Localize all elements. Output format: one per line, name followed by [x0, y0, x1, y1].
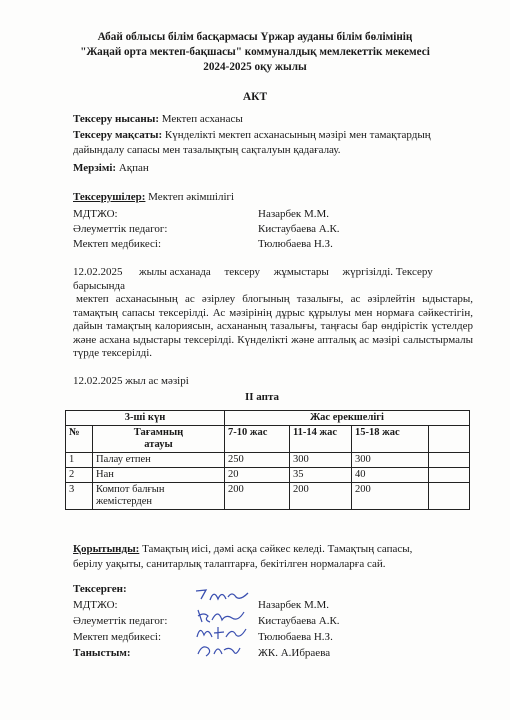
age-col-header: 15-18 жас: [352, 426, 429, 453]
header-line-1: Абай облысы білім басқармасы Үржар ауданы білім бөлімінің: [97, 31, 413, 43]
inspector-name: Тюлюбаева Н.З.: [258, 238, 333, 250]
age-group-header: Жас ерекшелігі: [225, 411, 470, 426]
row-value: 35: [290, 468, 352, 483]
object-label: Тексеру нысаны:: [73, 113, 160, 125]
body-paragraph: мектеп асханасының ас әзірлеу блогының тазалығы, ас әзірлейтін ыдыстары, тамақтың сапасы тексерілді. Ас мәзірінің дұрыс құрылуы мен нормаға сәйкестігін, дайын тамақтың калориясын, асхананың тазалығы, таңғасы бар өндірістік үстелдер және асхана ыдыстары тексерілді. Күнделікті және апталық ас мәзірі салыстырмалы түрде тексерілді.: [73, 293, 473, 360]
col-dish-header-line-2: атауы: [144, 439, 173, 450]
empty-cell: [429, 483, 470, 510]
conclusion-label: Қорытынды:: [73, 543, 140, 555]
checked-role: МДТЖО:: [73, 599, 118, 611]
row-value: 200: [225, 483, 290, 510]
inspector-role: Мектеп медбикесі:: [73, 238, 162, 250]
acquainted-name: ЖК. А.Ибраева: [258, 647, 331, 659]
row-value: 200: [352, 483, 429, 510]
inspector-role: МДТЖО:: [73, 208, 118, 220]
row-value: 20: [225, 468, 290, 483]
table-row: [66, 468, 470, 483]
row-dish: Компот балғын жемістерден: [93, 483, 225, 510]
empty-cell: [429, 426, 470, 453]
table-row: [66, 483, 470, 510]
purpose-line-2: дайындалу сапасы мен тазалықтың сақталуын қадағалау.: [73, 144, 341, 156]
checked-name: Назарбек М.М.: [258, 599, 330, 611]
checked-role: Мектеп медбикесі:: [73, 631, 162, 643]
purpose-label: Тексеру мақсаты:: [73, 129, 163, 141]
empty-cell: [429, 453, 470, 468]
row-no: 2: [66, 468, 93, 483]
checked-label: Тексерген:: [73, 583, 127, 595]
acquainted-label: Таныстым:: [73, 647, 131, 659]
col-no-header: №: [66, 426, 93, 453]
menu-table: [65, 410, 470, 510]
row-dish: Палау етпен: [93, 453, 225, 468]
inspector-role: Әлеуметтік педагог:: [73, 223, 168, 235]
week-label: II апта: [245, 391, 280, 403]
checked-name: Тюлюбаева Н.З.: [258, 631, 333, 643]
inspectors-label: Тексерушілер:: [73, 191, 146, 203]
age-col-header: 11-14 жас: [290, 426, 352, 453]
col-dish-header: [93, 426, 225, 453]
inspector-name: Назарбек М.М.: [258, 208, 330, 220]
row-value: 250: [225, 453, 290, 468]
body-line-1: 12.02.2025 жылы асханада тексеру жұмыстары жүргізілді. Тексеру: [73, 266, 433, 278]
row-dish: Нан: [93, 468, 225, 483]
row-value: 300: [290, 453, 352, 468]
inspection-object: [73, 112, 243, 126]
conclusion-line-1: Тамақтың иісі, дәмі асқа сәйкес келеді. Тамақтың сапасы,: [142, 543, 413, 555]
row-value: 200: [290, 483, 352, 510]
body-line-2: барысында: [73, 280, 126, 292]
conclusion: [73, 542, 412, 556]
object-value: Мектеп асханасы: [161, 113, 243, 125]
empty-cell: [429, 468, 470, 483]
row-value: 300: [352, 453, 429, 468]
inspector-name: Кистаубаева А.К.: [258, 223, 340, 235]
checked-name: Кистаубаева А.К.: [258, 615, 340, 627]
period-value: Ақпан: [118, 162, 149, 174]
period-label: Мерзімі:: [73, 162, 117, 174]
inspectors-value: Мектеп әкімшілігі: [148, 191, 235, 203]
header-line-2: "Жаңай орта мектеп-бақшасы" коммуналдық мемлекеттік мекемесі: [80, 46, 430, 58]
header-line-3: 2024-2025 оқу жылы: [203, 61, 307, 73]
col-dish-header-line-1: Тағамның: [133, 427, 184, 438]
checked-role: Әлеуметтік педагог:: [73, 615, 168, 627]
age-col-header: 7-10 жас: [225, 426, 290, 453]
row-no: 1: [66, 453, 93, 468]
day-header: 3-ші күн: [66, 411, 225, 426]
inspectors: [73, 190, 234, 204]
table-row: [66, 453, 470, 468]
purpose-line-1: Күнделікті мектеп асханасының мәзірі мен тамақтардың: [164, 129, 431, 141]
row-no: 3: [66, 483, 93, 510]
signature-image: [194, 640, 242, 660]
document-title: АКТ: [242, 91, 268, 103]
row-value: 40: [352, 468, 429, 483]
signature-image: [192, 585, 252, 607]
inspection-period: [73, 161, 149, 175]
conclusion-line-2: берілу уақыты, санитарлық талаптарға, бекітілген нормаларға сай.: [73, 558, 386, 570]
menu-date: 12.02.2025 жыл ас мәзірі: [73, 375, 189, 387]
inspection-purpose: [73, 128, 431, 142]
